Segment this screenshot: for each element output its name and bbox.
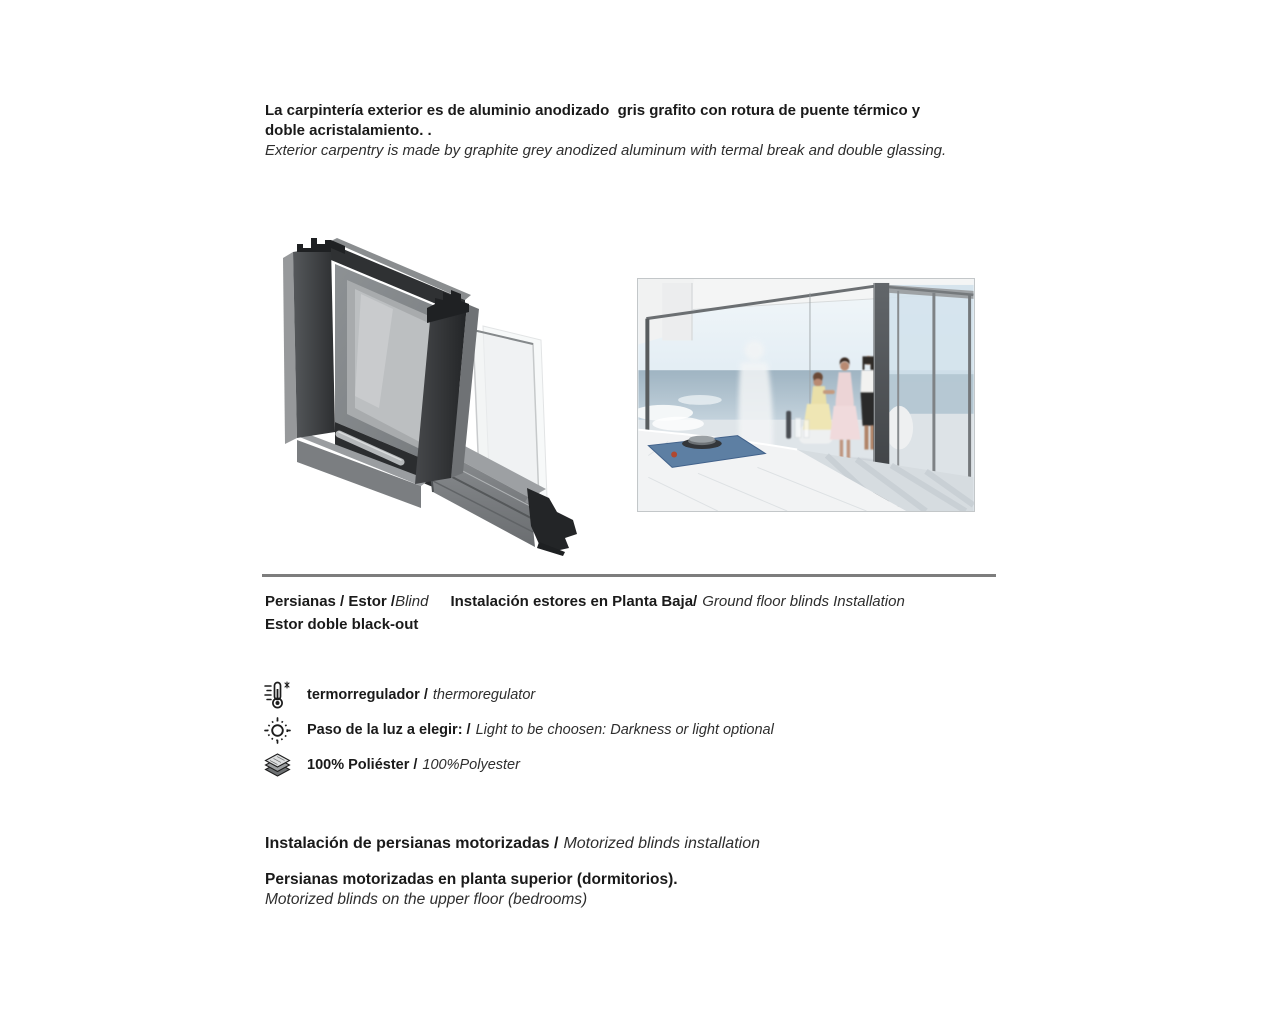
feature-row-thermoregulator xyxy=(262,682,962,708)
blinds-subtitle-es: Instalación estores en Planta Baja/ xyxy=(450,593,698,610)
feature-label xyxy=(307,687,535,703)
motorized-title-es: Instalación de persianas motorizadas / xyxy=(265,835,559,852)
blinds-title-row xyxy=(265,592,1025,612)
feature-label-es: termorregulador / xyxy=(307,687,428,703)
feature-row-polyester xyxy=(262,752,962,778)
blinds-line2: Estor doble black-out xyxy=(265,616,419,633)
feature-label-en: thermoregulator xyxy=(432,687,536,703)
intro-paragraph xyxy=(265,101,1055,161)
fabric-layers-icon xyxy=(262,752,292,779)
blinds-title-es: Persianas / Estor / xyxy=(265,593,396,610)
feature-row-light xyxy=(262,717,962,743)
blinds-title-en: Blind xyxy=(395,593,429,610)
motorized-title xyxy=(265,835,1045,853)
feature-label-es: Paso de la luz a elegir: / xyxy=(307,722,471,738)
blinds-subtitle-en: Ground floor blinds Installation xyxy=(702,593,905,610)
interior-photo xyxy=(637,278,975,512)
thermometer-icon xyxy=(262,681,292,709)
window-profile-render-svg xyxy=(281,226,601,556)
blinds-section-heading xyxy=(265,592,1025,635)
interior-photo-svg xyxy=(638,279,974,511)
motorized-line2-en: Motorized blinds on the upper floor (bedrooms) xyxy=(265,891,588,908)
window-profile-image xyxy=(281,226,601,556)
feature-label xyxy=(307,722,774,738)
feature-label-en: Light to be choosen: Darkness or light optional xyxy=(475,722,774,738)
section-divider xyxy=(262,574,996,577)
sun-icon xyxy=(262,717,292,744)
motorized-line2-es: Persianas motorizadas en planta superior (dormitorios). xyxy=(265,871,678,888)
motorized-title-en: Motorized blinds installation xyxy=(563,835,760,852)
motorized-section xyxy=(265,835,1045,910)
feature-label-en: 100%Polyester xyxy=(422,757,520,773)
intro-line-en: Exterior carpentry is made by graphite grey anodized aluminum with termal break and double glassing. xyxy=(265,142,947,159)
blinds-features-list xyxy=(262,682,962,787)
feature-label xyxy=(307,757,520,773)
motorized-detail xyxy=(265,870,1045,910)
feature-label-es: 100% Poliéster / xyxy=(307,757,418,773)
intro-line1-es: La carpintería exterior es de aluminio anodizado gris grafito con rotura de puente térmico y xyxy=(265,102,921,119)
intro-line2-es: doble acristalamiento. . xyxy=(265,121,432,139)
